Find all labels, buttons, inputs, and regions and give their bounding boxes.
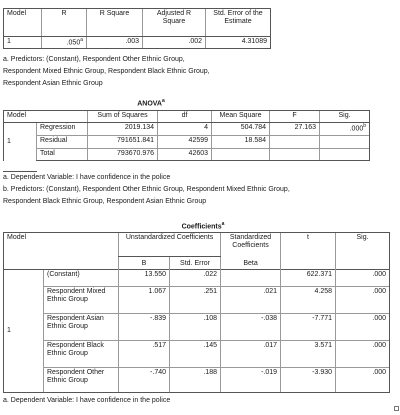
coefficients-cell-beta: .017 — [221, 341, 281, 368]
anova-row-label: Regression — [37, 123, 88, 136]
anova-cell-ms: 18.584 — [212, 136, 270, 149]
coefficients-row-label: Respondent Black Ethnic Group — [44, 341, 119, 368]
anova-cell-ms: 504.784 — [212, 123, 270, 136]
anova-note-2: b. Predictors: (Constant), Respondent Other Ethnic Group, Respondent Mixed Ethnic Group, — [3, 186, 290, 193]
model-summary-r-superscript: a — [80, 37, 83, 43]
model-summary-header-model: Model — [4, 9, 42, 37]
anova-cell-f: 27.163 — [270, 123, 320, 136]
anova-row-label: Total — [37, 149, 88, 161]
coefficients-model-number: 1 — [4, 270, 44, 393]
anova-cell-f-empty — [270, 136, 320, 149]
coefficients-cell-t: -3.930 — [281, 368, 336, 393]
model-summary-r-value: .050 — [66, 39, 81, 47]
coefficients-cell-b: 13.550 — [119, 270, 170, 287]
anova-header-sum-of-squares: Sum of Squares — [88, 111, 158, 123]
coefficients-cell-se: .022 — [170, 270, 221, 287]
model-summary-cell-r — [42, 37, 87, 49]
coefficients-header-standardized: Standardized Coefficients — [221, 233, 281, 257]
anova-header-f: F — [270, 111, 320, 123]
coefficients-title — [143, 222, 263, 231]
coefficients-cell-sig: .000 — [336, 270, 390, 287]
coefficients-cell-se: .145 — [170, 341, 221, 368]
anova-cell-df: 42603 — [158, 149, 212, 161]
model-summary-cell-model: 1 — [4, 37, 42, 49]
anova-model-bottom-border — [3, 171, 37, 172]
model-summary-header-adjusted-r-square: Adjusted R Square — [143, 9, 206, 37]
model-summary-cell-std-error: 4.31089 — [206, 37, 271, 49]
coefficients-row-label: Respondent Other Ethnic Group — [44, 368, 119, 393]
coefficients-note-1: a. Dependent Variable: I have confidence in the police — [3, 397, 171, 404]
coefficients-cell-t: -7.771 — [281, 314, 336, 341]
coefficients-cell-b: .517 — [119, 341, 170, 368]
coefficients-header-sig: Sig. — [336, 233, 390, 270]
coefficients-cell-b: -.839 — [119, 314, 170, 341]
coefficients-cell-beta: -.038 — [221, 314, 281, 341]
coefficients-title-superscript: a — [221, 221, 225, 227]
anova-cell-sig-empty — [320, 136, 370, 149]
coefficients-header-beta: Beta — [221, 257, 281, 270]
anova-sig-superscript: b — [363, 123, 367, 129]
resize-handle-icon[interactable] — [394, 406, 399, 411]
coefficients-cell-sig: .000 — [336, 287, 390, 314]
model-summary-table — [3, 8, 271, 49]
anova-cell-ss: 793670.976 — [88, 149, 158, 161]
coefficients-header-unstandardized: Unstandardized Coefficients — [119, 233, 221, 257]
coefficients-cell-beta: -.019 — [221, 368, 281, 393]
coefficients-header-model: Model — [4, 233, 119, 270]
anova-cell-df: 4 — [158, 123, 212, 136]
coefficients-cell-t: 4.258 — [281, 287, 336, 314]
anova-header-df: df — [158, 111, 212, 123]
coefficients-cell-sig: .000 — [336, 368, 390, 393]
model-summary-cell-adjusted-r-square: .002 — [143, 37, 206, 49]
coefficients-header-std-error: Std. Error — [170, 257, 221, 270]
coefficients-table — [3, 232, 390, 393]
anova-title — [70, 99, 232, 108]
coefficients-row-label: (Constant) — [44, 270, 119, 287]
model-summary-note-3: Respondent Asian Ethnic Group — [3, 80, 103, 87]
coefficients-cell-b: 1.067 — [119, 287, 170, 314]
coefficients-cell-se: .251 — [170, 287, 221, 314]
anova-cell-ss: 791651.841 — [88, 136, 158, 149]
anova-cell-sig — [320, 123, 370, 136]
coefficients-cell-t: 3.571 — [281, 341, 336, 368]
coefficients-cell-sig: .000 — [336, 341, 390, 368]
coefficients-title-text: Coefficients — [181, 223, 222, 231]
coefficients-cell-sig: .000 — [336, 314, 390, 341]
anova-cell-ms-empty — [212, 149, 270, 161]
anova-cell-f-empty — [270, 149, 320, 161]
anova-header-model: Model — [4, 111, 88, 123]
coefficients-row-label: Respondent Mixed Ethnic Group — [44, 287, 119, 314]
anova-header-sig: Sig. — [320, 111, 370, 123]
anova-row-label: Residual — [37, 136, 88, 149]
coefficients-cell-se: .188 — [170, 368, 221, 393]
coefficients-header-b: B — [119, 257, 170, 270]
anova-model-number: 1 — [4, 123, 37, 161]
coefficients-row-label: Respondent Asian Ethnic Group — [44, 314, 119, 341]
coefficients-cell-beta — [221, 270, 281, 287]
coefficients-cell-beta: .021 — [221, 287, 281, 314]
anova-cell-ss: 2019.134 — [88, 123, 158, 136]
anova-cell-df: 42599 — [158, 136, 212, 149]
anova-table — [3, 110, 370, 161]
anova-cell-sig-empty — [320, 149, 370, 161]
model-summary-note-2: Respondent Mixed Ethnic Group, Respondent Black Ethnic Group, — [3, 68, 210, 75]
model-summary-header-r-square: R Square — [87, 9, 143, 37]
model-summary-header-std-error: Std. Error of the Estimate — [206, 9, 271, 37]
anova-title-text: ANOVA — [137, 100, 162, 108]
model-summary-cell-r-square: .003 — [87, 37, 143, 49]
coefficients-cell-t: 622.371 — [281, 270, 336, 287]
model-summary-header-r: R — [42, 9, 87, 37]
coefficients-cell-se: .108 — [170, 314, 221, 341]
model-summary-note-1: a. Predictors: (Constant), Respondent Other Ethnic Group, — [3, 56, 185, 63]
anova-sig-value: .000 — [349, 125, 364, 133]
anova-note-1: a. Dependent Variable: I have confidence in the police — [3, 174, 171, 181]
coefficients-cell-b: -.740 — [119, 368, 170, 393]
coefficients-header-t: t — [281, 233, 336, 270]
anova-title-superscript: a — [161, 98, 165, 104]
coefficients-model-bottom-border — [3, 392, 44, 393]
anova-header-mean-square: Mean Square — [212, 111, 270, 123]
anova-note-3: Respondent Black Ethnic Group, Respondent Asian Ethnic Group — [3, 198, 207, 205]
